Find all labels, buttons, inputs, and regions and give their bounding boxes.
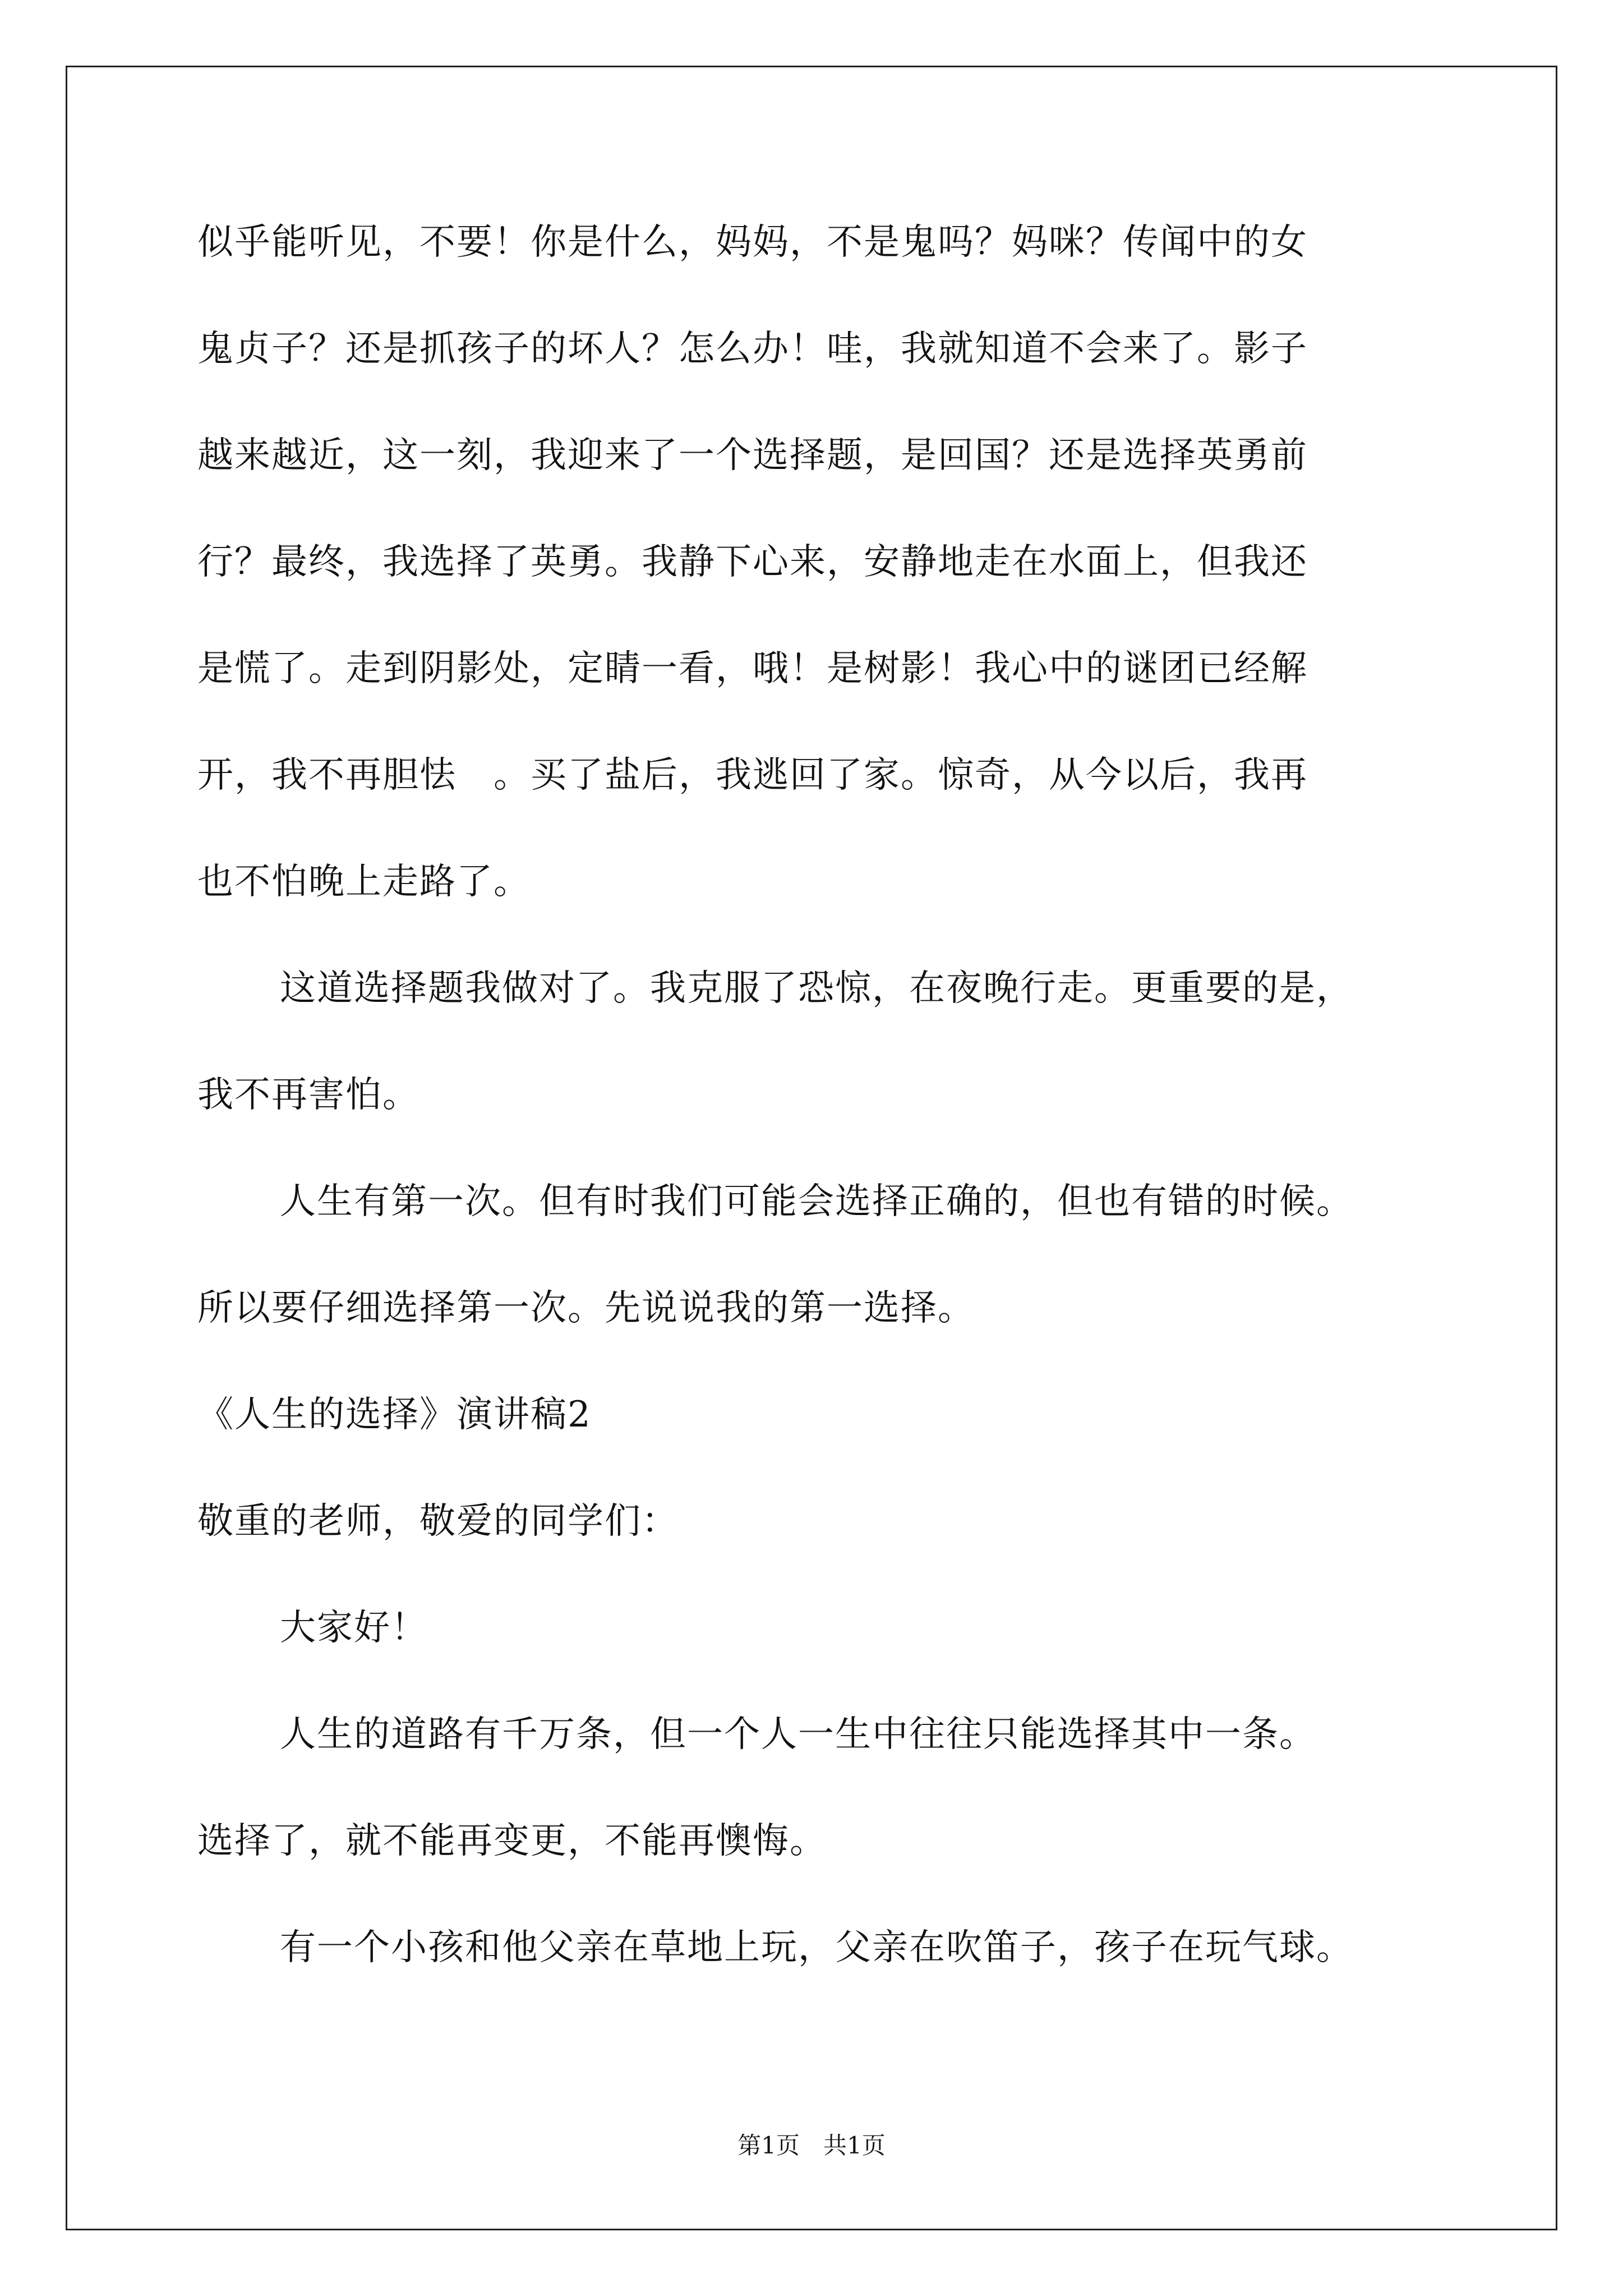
paragraph-line: 人生有第一次。但有时我们可能会选择正确的，但也有错的时候。 bbox=[280, 1181, 1353, 1222]
paragraph-line: 有一个小孩和他父亲在草地上玩，父亲在吹笛子，孩子在玩气球。 bbox=[280, 1927, 1353, 1968]
text-line: 越来越近，这一刻，我迎来了一个选择题，是回国？还是选择英勇前 bbox=[197, 435, 1308, 476]
greeting: 大家好！ bbox=[280, 1607, 428, 1649]
text-line: 所以要仔细选择第一次。先说说我的第一选择。 bbox=[197, 1287, 975, 1329]
text-line: 开，我不再胆怯 。买了盐后，我逃回了家。惊奇，从今以后，我再 bbox=[197, 754, 1308, 796]
text-line: 似乎能听见，不要！你是什么，妈妈，不是鬼吗？妈咪？传闻中的女 bbox=[197, 222, 1308, 263]
paragraph-line: 这道选择题我做对了。我克服了恐惊，在夜晚行走。更重要的是， bbox=[280, 968, 1353, 1009]
page-footer: 第1页 共1页 bbox=[737, 2132, 886, 2159]
page-border bbox=[66, 66, 1557, 2230]
paragraph-line: 人生的道路有千万条，但一个人一生中往往只能选择其中一条。 bbox=[280, 1714, 1316, 1755]
text-line: 选择了，就不能再变更，不能再懊悔。 bbox=[197, 1820, 827, 1862]
text-line: 我不再害怕。 bbox=[197, 1074, 419, 1116]
salutation: 敬重的老师，敬爱的同学们： bbox=[197, 1501, 679, 1542]
section-title: 《人生的选择》演讲稿2 bbox=[197, 1394, 592, 1435]
text-line: 是慌了。走到阴影处，定睛一看，哦！是树影！我心中的谜团已经解 bbox=[197, 648, 1308, 689]
text-line: 行？最终，我选择了英勇。我静下心来，安静地走在水面上，但我还 bbox=[197, 541, 1308, 583]
text-line: 鬼贞子？还是抓孩子的坏人？怎么办！哇，我就知道不会来了。影子 bbox=[197, 328, 1308, 370]
text-line: 也不怕晚上走路了。 bbox=[197, 861, 531, 903]
